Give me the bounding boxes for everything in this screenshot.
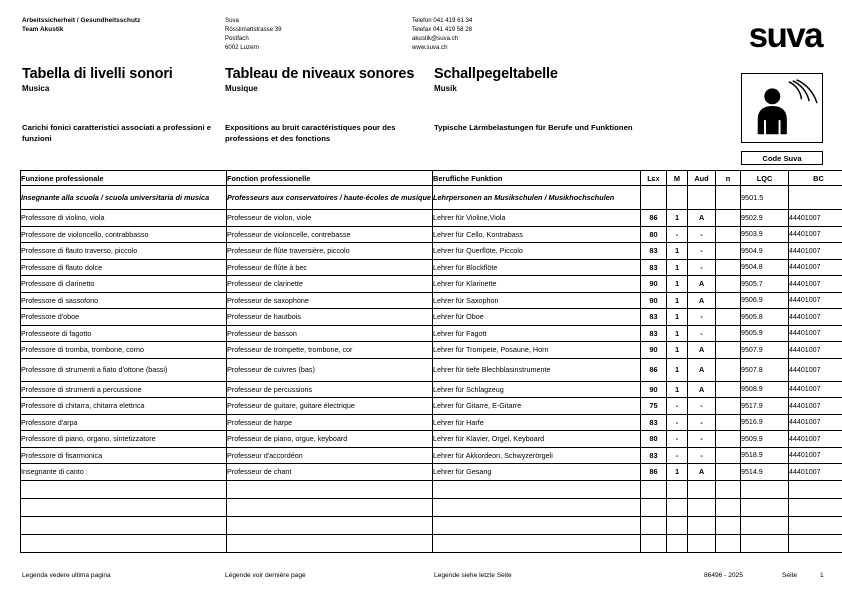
footer-legend-french: Légende voir dernière page [225,572,306,579]
empty-cell-lex [641,480,667,498]
pictogram-box [741,73,823,143]
row-cell-italian: Professore di chitarra, chitarra elettrica [21,398,227,415]
empty-cell-n [716,498,741,516]
row-cell-lqc: 9506.9 [741,292,789,309]
table-row [21,464,842,481]
row-cell-aud: A [688,381,716,398]
empty-cell-bc [789,534,842,552]
row-cell-aud: A [688,292,716,309]
row-cell-french: Professeur de cuivres (bas) [227,358,433,381]
row-cell-aud: A [688,358,716,381]
row-cell-bc: 44401007 [789,292,842,309]
row-cell-bc: 44401007 [789,381,842,398]
subtitle-french: Expositions au bruit caractéristiques pour des professions et des fonctions [225,123,396,144]
sound-level-table [20,170,842,553]
row-cell-lqc: 9503.9 [741,226,789,243]
lex-subscript: EX [651,177,660,183]
empty-cell-german [433,480,641,498]
row-cell-aud: - [688,309,716,326]
row-cell-n [716,358,741,381]
row-cell-n [716,414,741,431]
row-cell-french: Professeur de hautbois [227,309,433,326]
empty-cell-lex [641,498,667,516]
empty-cell-bc [789,516,842,534]
empty-cell-n [716,516,741,534]
row-cell-lqc: 9517.9 [741,398,789,415]
row-cell-n [716,292,741,309]
row-cell-italian: Professore d'oboe [21,309,227,326]
col-header-german: Berufliche Funktion [433,171,641,186]
table-empty-row [21,480,842,498]
title-german-sub: Musik [434,84,457,94]
empty-cell-german [433,498,641,516]
empty-cell-lqc [741,498,789,516]
table-row [21,292,842,309]
empty-cell-french [227,516,433,534]
row-cell-german: Lehrer für Akkordeon, Schwyzerörgeli [433,447,641,464]
table-row [21,447,842,464]
row-cell-italian: Professore di tromba, trombone, corno [21,342,227,359]
row-cell-italian: Professore di violino, viola [21,210,227,227]
empty-cell-french [227,498,433,516]
row-cell-m: - [667,414,688,431]
row-cell-bc: 44401007 [789,259,842,276]
lex-base: L [647,173,652,183]
row-cell-n [716,342,741,359]
row-cell-lex: 90 [641,381,667,398]
row-cell-german: Lehrer für Blockflöte [433,259,641,276]
empty-cell-bc [789,498,842,516]
row-cell-bc: 44401007 [789,414,842,431]
title-french-main: Tableau de niveaux sonores [225,66,415,82]
row-cell-lqc: 9516.9 [741,414,789,431]
row-cell-german: Lehrer für Querflöte, Piccolo [433,243,641,260]
contact-email: akustik@suva.ch [412,35,459,43]
row-cell-m: 1 [667,381,688,398]
empty-cell-german [433,516,641,534]
row-cell-italian: Professore d'arpa [21,414,227,431]
contact-phone: Telefon 041 419 61 34 [412,17,473,24]
row-cell-lqc: 9518.9 [741,447,789,464]
row-cell-bc: 44401007 [789,210,842,227]
group-cell-aud [688,186,716,210]
row-cell-m: 1 [667,243,688,260]
row-cell-n [716,226,741,243]
row-cell-bc: 44401007 [789,309,842,326]
table-row [21,381,842,398]
row-cell-lex: 75 [641,398,667,415]
row-cell-bc: 44401007 [789,464,842,481]
row-cell-n [716,243,741,260]
row-cell-m: - [667,447,688,464]
title-italian-sub: Musica [22,84,50,94]
row-cell-german: Lehrer für Violine,Viola [433,210,641,227]
group-cell-french: Professeurs aux conservatoires / haute-écoles de musique [227,186,433,210]
empty-cell-italian [21,498,227,516]
row-cell-bc: 44401007 [789,243,842,260]
empty-cell-n [716,480,741,498]
row-cell-aud: - [688,259,716,276]
row-cell-lqc: 9504.9 [741,243,789,260]
address-street: Rösslimattstrasse 39 [225,26,282,34]
address-block [225,16,405,52]
contact-fax: Telefax 041 419 58 28 [412,26,472,34]
footer-document-number: 86496 - 2025 [704,572,743,579]
title-german [434,66,558,93]
row-cell-n [716,464,741,481]
row-cell-m: 1 [667,292,688,309]
row-cell-aud: - [688,226,716,243]
group-cell-italian: Insegnante alla scuola / scuola universitaria di musica [21,186,227,210]
row-cell-french: Professeur de saxophone [227,292,433,309]
table-row [21,276,842,293]
empty-cell-m [667,516,688,534]
title-row [22,66,722,106]
table-group-row [21,186,842,210]
row-cell-m: 1 [667,210,688,227]
row-cell-aud: A [688,342,716,359]
row-cell-m: 1 [667,358,688,381]
department-line-1: Arbeitssicherheit / Gesundheitsschutz [22,17,141,24]
row-cell-m: 1 [667,309,688,326]
row-cell-m: 1 [667,342,688,359]
row-cell-bc: 44401007 [789,342,842,359]
row-cell-german: Lehrer für Klavier, Orgel, Keyboard [433,431,641,448]
col-header-lqc: LQC [741,171,789,186]
row-cell-french: Professeur de clarinette [227,276,433,293]
row-cell-bc: 44401007 [789,226,842,243]
row-cell-n [716,210,741,227]
table-row [21,358,842,381]
empty-cell-n [716,534,741,552]
row-cell-bc: 44401007 [789,276,842,293]
empty-cell-italian [21,516,227,534]
row-cell-italian: Professore di piano, organo, sintetizzatore [21,431,227,448]
row-cell-lqc: 9502.9 [741,210,789,227]
row-cell-lqc: 9508.9 [741,381,789,398]
row-cell-lqc: 9509.9 [741,431,789,448]
empty-cell-bc [789,480,842,498]
row-cell-lex: 83 [641,447,667,464]
sound-level-table-wrap [20,170,822,553]
row-cell-french: Professeur de harpe [227,414,433,431]
footer-legend-german: Legende siehe letzte Seite [434,572,512,579]
group-cell-lex [641,186,667,210]
footer-page-label: Seite [782,572,798,579]
row-cell-lex: 83 [641,259,667,276]
row-cell-lex: 90 [641,292,667,309]
group-cell-m [667,186,688,210]
row-cell-aud: - [688,243,716,260]
row-cell-italian: Professore di strumenti a percussione [21,381,227,398]
row-cell-french: Professeur de violon, viole [227,210,433,227]
group-cell-german: Lehrpersonen an Musikschulen / Musikhochschulen [433,186,641,210]
row-cell-lex: 83 [641,414,667,431]
empty-cell-aud [688,498,716,516]
row-cell-n [716,447,741,464]
row-cell-italian: Professore di clarinetto [21,276,227,293]
row-cell-m: 1 [667,464,688,481]
row-cell-aud: - [688,325,716,342]
row-cell-bc: 44401007 [789,358,842,381]
row-cell-french: Professeur de piano, orgue, keyboard [227,431,433,448]
row-cell-italian: Professore de violoncello, contrabbasso [21,226,227,243]
row-cell-aud: - [688,447,716,464]
row-cell-german: Lehrer für Gitarre, E-Gitarre [433,398,641,415]
empty-cell-lqc [741,534,789,552]
empty-cell-aud [688,534,716,552]
row-cell-bc: 44401007 [789,325,842,342]
col-header-n: n [716,171,741,186]
col-header-italian: Funzione professionale [21,171,227,186]
suva-logo: suva [748,16,822,55]
row-cell-german: Lehrer für tiefe Blechblasinstrumente [433,358,641,381]
row-cell-n [716,398,741,415]
title-italian [22,66,173,93]
table-row [21,431,842,448]
footer-page-number: 1 [820,572,824,579]
title-french-sub: Musique [225,84,258,94]
empty-cell-aud [688,516,716,534]
row-cell-italian: Professore di strumenti a fiato d'ottone (bassi) [21,358,227,381]
address-city: 6002 Luzern [225,44,259,52]
empty-cell-m [667,498,688,516]
table-header-row [21,171,842,186]
row-cell-french: Professeur de basson [227,325,433,342]
empty-cell-aud [688,480,716,498]
title-german-main: Schallpegeltabelle [434,66,558,82]
table-row [21,342,842,359]
row-cell-lex: 80 [641,431,667,448]
row-cell-lex: 90 [641,276,667,293]
empty-cell-lex [641,534,667,552]
empty-cell-french [227,480,433,498]
row-cell-lqc: 9507.8 [741,358,789,381]
col-header-aud: Aud [688,171,716,186]
row-cell-bc: 44401007 [789,431,842,448]
row-cell-n [716,431,741,448]
row-cell-aud: - [688,398,716,415]
table-row [21,309,842,326]
table-head [21,171,842,186]
row-cell-lex: 83 [641,309,667,326]
subtitle-row [22,122,732,152]
group-cell-n [716,186,741,210]
row-cell-italian: Professore di sassofono [21,292,227,309]
row-cell-german: Lehrer für Schlagzeug [433,381,641,398]
footer-legend-italian: Legenda vedere ultima pagina [22,572,111,579]
address-company: Suva [225,17,239,24]
row-cell-m: 1 [667,259,688,276]
row-cell-italian: Insegnante di canto [21,464,227,481]
row-cell-lex: 83 [641,325,667,342]
row-cell-lex: 90 [641,342,667,359]
row-cell-french: Professeur de percussions [227,381,433,398]
row-cell-french: Professeur de violoncelle, contrebasse [227,226,433,243]
table-row [21,325,842,342]
empty-cell-lqc [741,516,789,534]
row-cell-m: - [667,226,688,243]
address-pobox: Postfach [225,35,249,43]
col-header-m: M [667,171,688,186]
row-cell-lqc: 9504.8 [741,259,789,276]
empty-cell-italian [21,534,227,552]
empty-cell-french [227,534,433,552]
empty-cell-german [433,534,641,552]
empty-cell-m [667,480,688,498]
table-row [21,226,842,243]
group-cell-lqc: 9501.5 [741,186,789,210]
table-row [21,210,842,227]
row-cell-german: Lehrer für Klarinette [433,276,641,293]
row-cell-aud: A [688,276,716,293]
row-cell-n [716,309,741,326]
row-cell-m: - [667,431,688,448]
row-cell-lqc: 9514.9 [741,464,789,481]
row-cell-french: Professeur d'accordéon [227,447,433,464]
col-header-lex [641,171,667,186]
row-cell-aud: - [688,414,716,431]
row-cell-aud: A [688,464,716,481]
person-with-sound-waves-icon [742,74,822,142]
contact-block [412,16,612,52]
table-row [21,243,842,260]
row-cell-n [716,325,741,342]
row-cell-n [716,381,741,398]
row-cell-lqc: 9505.7 [741,276,789,293]
row-cell-lex: 86 [641,358,667,381]
document-header [22,16,822,62]
row-cell-italian: Professore di fisarmonica [21,447,227,464]
row-cell-german: Lehrer für Gesang [433,464,641,481]
department-block [22,16,222,34]
empty-cell-italian [21,480,227,498]
code-suva-label: Code Suva [741,151,823,165]
title-french [225,66,414,93]
row-cell-n [716,259,741,276]
row-cell-aud: A [688,210,716,227]
subtitle-italian: Carichi fonici caratteristici associati a professioni e funzioni [22,123,212,144]
row-cell-m: 1 [667,276,688,293]
row-cell-french: Professeur de flûte traversière, piccolo [227,243,433,260]
row-cell-french: Professeur de flûte à bec [227,259,433,276]
empty-cell-m [667,534,688,552]
empty-cell-lex [641,516,667,534]
row-cell-m: 1 [667,325,688,342]
row-cell-german: Lehrer für Harfe [433,414,641,431]
department-line-2: Team Akustik [22,26,64,34]
table-empty-row [21,516,842,534]
contact-website: www.suva.ch [412,44,448,52]
row-cell-bc: 44401007 [789,447,842,464]
row-cell-italian: Professore di flauto traverso, piccolo [21,243,227,260]
row-cell-german: Lehrer für Trompete, Posaune, Horn [433,342,641,359]
row-cell-lqc: 9505.8 [741,309,789,326]
table-row [21,259,842,276]
table-empty-row [21,534,842,552]
row-cell-aud: - [688,431,716,448]
row-cell-italian: Professore di flauto dolce [21,259,227,276]
subtitle-german: Typische Lärmbelastungen für Berufe und Funktionen [434,123,633,132]
row-cell-lex: 86 [641,464,667,481]
row-cell-m: - [667,398,688,415]
col-header-bc: BC [789,171,842,186]
col-header-french: Fonction professionelle [227,171,433,186]
row-cell-german: Lehrer für Saxophon [433,292,641,309]
table-body [21,186,842,553]
row-cell-lex: 86 [641,210,667,227]
row-cell-bc: 44401007 [789,398,842,415]
group-cell-bc [789,186,842,210]
row-cell-lex: 83 [641,243,667,260]
table-row [21,414,842,431]
row-cell-french: Professeur de trompette, trombone, cor [227,342,433,359]
row-cell-german: Lehrer für Fagott [433,325,641,342]
row-cell-french: Professeur de chant [227,464,433,481]
title-italian-main: Tabella di livelli sonori [22,66,173,82]
row-cell-german: Lehrer für Oboe [433,309,641,326]
row-cell-lqc: 9507.9 [741,342,789,359]
row-cell-french: Professeur de guitare, guitare électrique [227,398,433,415]
table-row [21,398,842,415]
row-cell-italian: Professeore di fagotto [21,325,227,342]
empty-cell-lqc [741,480,789,498]
row-cell-lqc: 9505.9 [741,325,789,342]
row-cell-n [716,276,741,293]
row-cell-german: Lehrer für Cello, Kontrabass [433,226,641,243]
row-cell-lex: 80 [641,226,667,243]
table-empty-row [21,498,842,516]
